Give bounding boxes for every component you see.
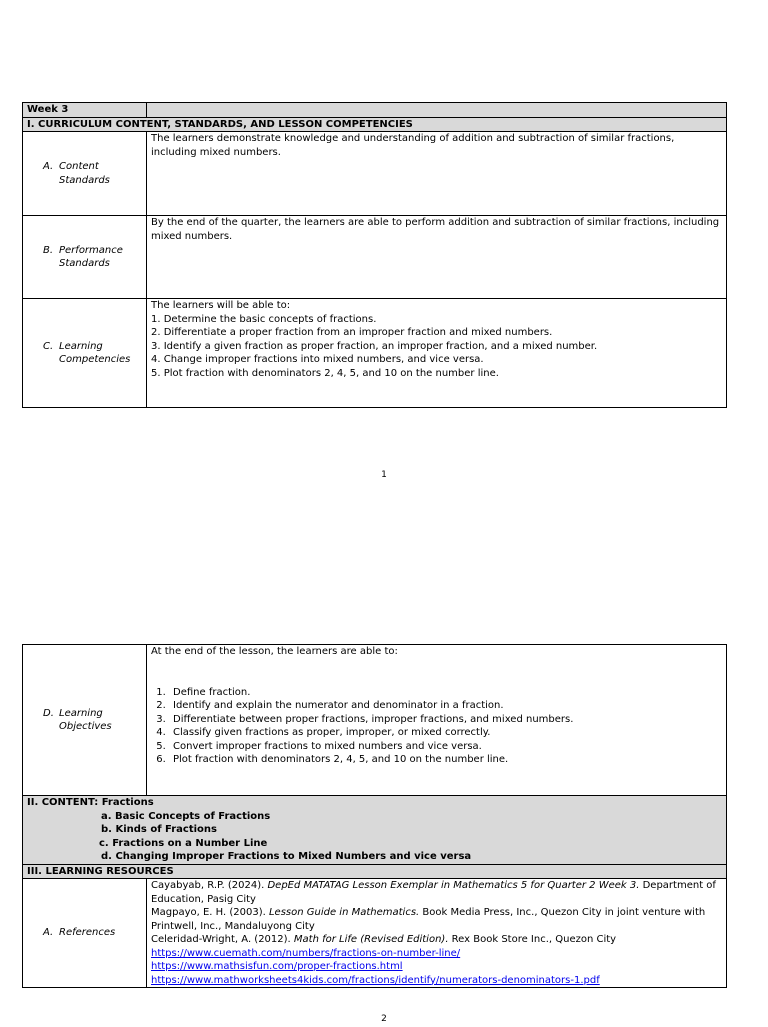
- page-number: 1: [381, 470, 387, 480]
- reference-1-publisher: Department of Education, Pasig City: [151, 880, 716, 905]
- objective-item: 5. Convert improper fractions to mixed numbers and vice versa.: [169, 740, 722, 754]
- performance-standards-label-cell: [23, 216, 147, 299]
- reference-1-title: DepEd MATATAG Lesson Exemplar in Mathematics 5 for Quarter 2 Week 3.: [267, 880, 640, 891]
- learning-competencies-label: Learning Competencies: [59, 340, 131, 365]
- references-letter: A.: [43, 927, 54, 939]
- objective-item: 1. Define fraction.: [169, 686, 722, 700]
- competency-item: 3. Identify a given fraction as proper fraction, an improper fraction, and a mixed number.: [151, 340, 598, 352]
- reference-2-author: Magpayo, E. H. (2003).: [151, 907, 269, 918]
- reference-link-cuemath[interactable]: https://www.cuemath.com/numbers/fractions-on-number-line/: [151, 947, 461, 959]
- performance-standards-label: Performance Standards: [59, 244, 123, 269]
- content-item: a. Basic Concepts of Fractions: [101, 810, 271, 822]
- reference-3-author: Celeridad-Wright, A. (2012).: [151, 934, 294, 945]
- page-2: [0, 512, 768, 1024]
- competency-item: 2. Differentiate a proper fraction from an improper fraction and mixed numbers.: [151, 327, 553, 338]
- content-standards-label-cell: [23, 132, 147, 216]
- reference-2: [151, 906, 722, 933]
- content-standards-label: Content Standards: [59, 161, 110, 186]
- objective-item: 4. Classify given fractions as proper, improper, or mixed correctly.: [169, 726, 722, 740]
- reference-3: [151, 933, 722, 947]
- objective-item: 2. Identify and explain the numerator and denominator in a fraction.: [169, 699, 722, 713]
- section-1-title: I. CURRICULUM CONTENT, STANDARDS, AND LESSON COMPETENCIES: [23, 117, 727, 132]
- learning-competencies-label-cell: [23, 299, 147, 408]
- competencies-intro: The learners will be able to:: [151, 300, 291, 311]
- learning-objectives-label: Learning Objectives: [59, 707, 112, 732]
- learning-competencies-text: [147, 299, 727, 408]
- page-number: 2: [381, 1014, 387, 1024]
- learning-objectives-letter: D.: [43, 707, 54, 719]
- content-section: [23, 796, 727, 865]
- learning-objectives-label-cell: [23, 645, 147, 796]
- references-label: References: [59, 927, 116, 939]
- content-title: II. CONTENT: Fractions: [27, 797, 154, 808]
- references-text: [147, 879, 727, 988]
- objective-item: 3. Differentiate between proper fractions, improper fractions, and mixed numbers.: [169, 713, 722, 727]
- week-value-cell: [147, 103, 727, 118]
- reference-3-title: Math for Life (Revised Edition).: [293, 934, 449, 945]
- objective-item: 6. Plot fraction with denominators 2, 4, 5, and 10 on the number line.: [169, 753, 722, 767]
- reference-2-title: Lesson Guide in Mathematics.: [268, 907, 420, 918]
- reference-1: [151, 879, 722, 906]
- performance-standards-letter: B.: [43, 244, 54, 256]
- learning-competencies-letter: C.: [43, 340, 54, 352]
- week-label: Week 3: [23, 103, 147, 118]
- reference-link-mathsisfun[interactable]: https://www.mathsisfun.com/proper-fractions.html: [151, 961, 403, 972]
- competency-item: 1. Determine the basic concepts of fractions.: [151, 313, 377, 325]
- competency-item: 4. Change improper fractions into mixed numbers, and vice versa.: [151, 354, 484, 365]
- resources-title: III. LEARNING RESOURCES: [23, 864, 727, 879]
- references-label-cell: [23, 879, 147, 988]
- curriculum-table: [22, 102, 727, 408]
- reference-link-mathworksheets4kids[interactable]: https://www.mathworksheets4kids.com/fractions/identify/numerators-denominators-1.pdf: [151, 974, 600, 986]
- reference-2-publisher: Book Media Press, Inc., Quezon City in joint venture with Printwell, Inc., Mandaluyong City: [151, 907, 706, 932]
- content-item: b. Kinds of Fractions: [101, 824, 217, 835]
- reference-3-publisher: Rex Book Store Inc., Quezon City: [448, 934, 617, 945]
- content-item: c. Fractions on a Number Line: [99, 837, 268, 849]
- competency-item: 5. Plot fraction with denominators 2, 4, 5, and 10 on the number line.: [151, 367, 499, 379]
- objectives-resources-table: [22, 644, 727, 988]
- content-item: d. Changing Improper Fractions to Mixed Numbers and vice versa: [101, 851, 472, 862]
- reference-1-author: Cayabyab, R.P. (2024).: [151, 880, 268, 891]
- performance-standards-text: By the end of the quarter, the learners are able to perform addition and subtraction of similar fractions, including mixed numbers.: [147, 216, 727, 299]
- objectives-intro: At the end of the lesson, the learners are able to:: [151, 646, 398, 657]
- content-standards-text: The learners demonstrate knowledge and understanding of addition and subtraction of similar fractions, including mixed numbers.: [147, 132, 727, 216]
- page-1: [0, 0, 768, 512]
- content-standards-letter: A.: [43, 161, 54, 172]
- objectives-list: [151, 686, 722, 767]
- learning-objectives-text: [147, 645, 727, 796]
